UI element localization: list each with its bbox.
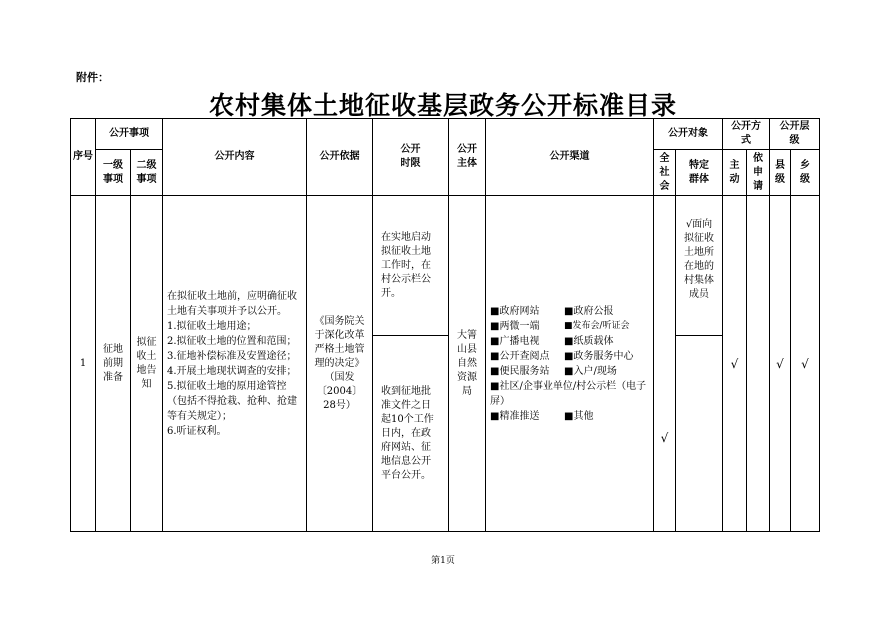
channel-item: ■政务服务中心: [564, 350, 634, 362]
row-basis: 《国务院关于深化改革严格土地管理的决定》（国发〔2004〕28号）: [307, 196, 373, 532]
channel-item: ■广播电视: [490, 335, 540, 347]
row-channels: [486, 196, 654, 532]
row-content: [163, 196, 307, 532]
header-township: 乡级: [791, 150, 820, 196]
row-time-limit-2: 收到征地批准文件之日起10个工作日内，在政府网站、征地信息公开平台公开。: [373, 336, 449, 532]
content-line: 6.听证权利。: [167, 425, 227, 437]
page-number: 第1页: [431, 556, 455, 566]
header-time-limit: 公开时限: [373, 119, 449, 196]
row-level2: 拟征收土地告知: [131, 196, 163, 532]
content-line: 在拟征收土地前，应明确征收土地有关事项并予以公开。: [167, 290, 297, 317]
header-target: 公开对象: [654, 119, 723, 150]
header-subject: 公开主体: [449, 119, 486, 196]
header-on-request: 依申请: [747, 150, 770, 196]
row-seq: 1: [71, 196, 96, 532]
attachment-label: 附件：: [76, 71, 109, 84]
channel-item: ■其他: [564, 410, 594, 422]
content-line: 5.拟征收土地的原用途管控（包括不得抢栽、抢种、抢建等有关规定）；: [167, 380, 297, 422]
catalog-table: [70, 118, 820, 532]
channel-item: ■纸质载体: [564, 335, 614, 347]
header-items: 公开事项: [96, 119, 163, 150]
row-whole-society-top: [654, 196, 676, 336]
row-specific-group-empty: [676, 336, 723, 532]
row-whole-society-mark: √: [654, 336, 676, 532]
row-on-request-mark: [747, 196, 770, 532]
row-time-limit-1: 在实地启动拟征收土地工作时，在村公示栏公开。: [373, 196, 449, 336]
content-line: 1.拟征收土地用途；: [167, 320, 257, 332]
channel-item: ■入户/现场: [564, 365, 617, 377]
header-level2: 二级事项: [131, 150, 163, 196]
row-county-mark: √: [770, 196, 791, 532]
channel-item: ■发布会/听证会: [564, 320, 630, 331]
header-content: 公开内容: [163, 119, 307, 196]
row-specific-group: √面向拟征收土地所在地的村集体成员: [676, 196, 723, 336]
header-method: 公开方式: [723, 119, 770, 150]
header-basis: 公开依据: [307, 119, 373, 196]
header-level: 公开层级: [770, 119, 820, 150]
channel-item: ■政府公报: [564, 305, 614, 317]
row-level1: 征地前期准备: [96, 196, 131, 532]
header-whole-society: 全社会: [654, 150, 676, 196]
channel-item: ■便民服务站: [490, 365, 550, 377]
channel-item: ■公开查阅点: [490, 350, 550, 362]
header-seq: 序号: [71, 119, 96, 196]
header-county: 县级: [770, 150, 791, 196]
row-subject: 大箐山县自然资源局: [449, 196, 486, 532]
row-township-mark: √: [791, 196, 820, 532]
page-title: 农村集体土地征收基层政务公开标准目录: [208, 91, 677, 120]
header-active: 主动: [723, 150, 747, 196]
content-line: 4.开展土地现状调查的安排；: [167, 365, 297, 377]
channel-item: ■政府网站: [490, 305, 540, 317]
content-line: 2.拟征收土地的位置和范围；: [167, 335, 297, 347]
header-channels: 公开渠道: [486, 119, 654, 196]
header-level1: 一级事项: [96, 150, 131, 196]
channel-item: ■社区/企事业单位/村公示栏（电子屏）: [490, 380, 647, 407]
channel-item: ■两微一端: [490, 320, 540, 332]
row-active-mark: √: [723, 196, 747, 532]
content-line: 3.征地补偿标准及安置途径；: [167, 350, 297, 362]
header-specific-group: 特定群体: [676, 150, 723, 196]
channel-item: ■精准推送: [490, 410, 540, 422]
